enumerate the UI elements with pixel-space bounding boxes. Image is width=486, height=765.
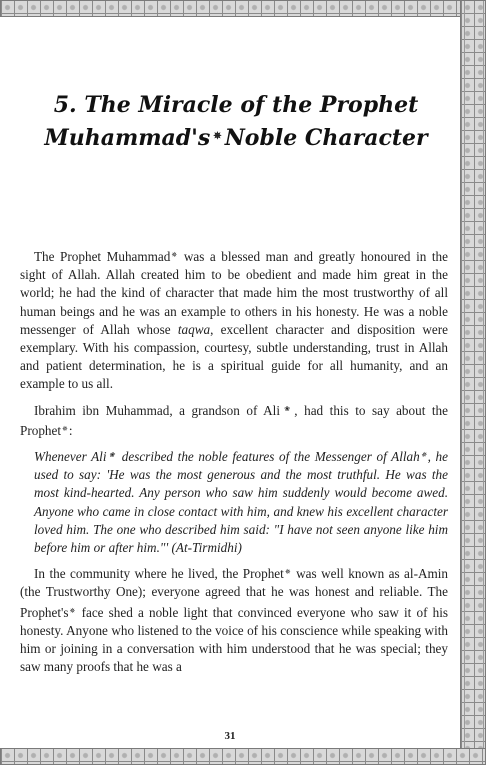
paragraph-text: , had this to say about the Prophet xyxy=(20,402,448,438)
paragraph-text: was well known as al-Amin (the Trustworthy One); everyone agreed that he was honest and reliable. The Prophet's xyxy=(20,566,448,620)
decorative-border-right xyxy=(460,0,486,765)
honorific-symbol-icon: ✵ xyxy=(284,568,291,577)
paragraph-text: The Prophet Muhammad xyxy=(34,249,171,264)
quote-text: described the noble features of the Messenger of Allah xyxy=(121,449,420,465)
paragraph-text: was a blessed man and greatly honoured in the sight of Allah. Allah created him to be obedient and made him great in the world; he had the kind of character that made him the most trustworthy of all human beings and he was an example to others in his honesty. He was a noble messenger of Allah whose xyxy=(20,249,448,337)
honorific-symbol-icon: ❀ xyxy=(107,451,117,460)
honorific-symbol-icon: ✵ xyxy=(69,606,76,615)
title-line-2b: Noble Character xyxy=(224,125,428,151)
honorific-symbol-icon: ❀ xyxy=(281,404,294,413)
paragraph-text: , excellent character and disposition were exemplary. With his compassion, courtesy, subtle understanding, trust in Allah and patient determination, he is a spiritual guide for all humanity, and an example to us all. xyxy=(20,321,448,392)
paragraph-2 xyxy=(20,400,448,440)
page-number: 31 xyxy=(224,730,236,742)
quote-text: Whenever Ali xyxy=(34,449,107,465)
paragraph-text: Ibrahim ibn Muhammad, a grandson of Ali xyxy=(34,402,280,418)
block-quote xyxy=(20,446,448,557)
paragraph-3 xyxy=(20,563,448,676)
body-text xyxy=(20,246,448,682)
title-line-1: 5. The Miracle of the Prophet xyxy=(53,92,419,118)
quote-text: , he used to say: 'He was the most generous and the most truthful. He was the most kind-hearted. Any person who saw him suddenly would become awed. Anyone who came in close contact with him, and knew his excellent character loved him. The one who described him said: "I have not seen anyone like him before him or after him."' (At-Tirmidhi) xyxy=(34,449,448,556)
honorific-symbol-icon: ✵ xyxy=(420,451,427,460)
italic-term: taqwa xyxy=(177,321,211,337)
paragraph-text: : xyxy=(68,422,73,438)
decorative-border-bottom xyxy=(0,748,486,765)
paragraph-1 xyxy=(20,246,448,394)
honorific-symbol-icon: ✵ xyxy=(171,251,178,259)
honorific-symbol-icon: ✵ xyxy=(62,424,68,433)
paragraph-text: face shed a noble light that convinced everyone who saw it of his honesty. Anyone who listened to the voice of his conscience while speaking with him or joining in a conversation with him understood that he was special; they saw many proofs that he was a xyxy=(20,604,449,675)
honorific-symbol-icon: ✵ xyxy=(213,131,222,142)
chapter-title xyxy=(26,90,446,154)
decorative-border-top xyxy=(0,0,486,17)
paragraph-text: In the community where he lived, the Prophet xyxy=(34,566,284,582)
title-line-2a: Muhammad's xyxy=(44,125,211,151)
